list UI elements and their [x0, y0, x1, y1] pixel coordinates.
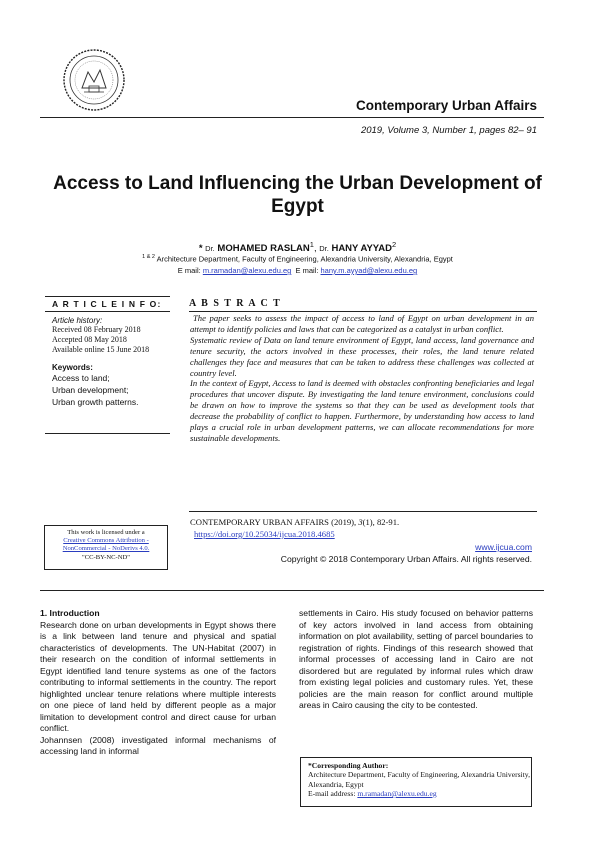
abstract-paragraph: In the context of Egypt, Access to land is deemed with obstacles confronting beneficiaries and legal procedures that uncover dispute. By investigating the land tenure environment, conclusions could be drawn on how to improve the systems so that they can be used as development tools that decrease the probability of conflict to happen. Furthermore, by understanding how access to land plays a crucial role in urban development patterns, we can allocate recommendations for more sustainable developments. — [190, 378, 534, 443]
doi-link[interactable]: https://doi.org/10.25034/ijcua.2018.4685 — [194, 529, 335, 539]
abstract-paragraph: The paper seeks to assess the impact of access to land of Egypt on urban development in an attempt to identify policies and laws that can be categorized as a catalyst in urban conflict. — [190, 313, 534, 334]
body-column-left — [40, 608, 276, 758]
author-marker: * — [198, 243, 203, 255]
cite-bottom-rule — [40, 590, 544, 591]
history-label: Article history: — [52, 316, 103, 325]
body-paragraph: Johannsen (2008) investigated informal mechanisms of accessing land in informal — [40, 734, 276, 756]
article-info-heading: A R T I C L E I N F O: — [52, 299, 162, 309]
accepted-date: Accepted 08 May 2018 — [52, 335, 127, 344]
keyword-item: Urban growth patterns. — [52, 397, 139, 407]
affiliation — [40, 254, 555, 264]
cite-rest: (1), 82-91. — [362, 517, 400, 527]
license-line: This work is licensed under a — [67, 529, 145, 536]
corresponding-author-box — [300, 757, 532, 807]
author1-sup: 1 — [309, 240, 314, 249]
article-info-body — [45, 313, 170, 408]
corresponding-email-line — [308, 789, 531, 798]
copyright-text: Copyright © 2018 Contemporary Urban Affairs. All rights reserved. — [280, 554, 532, 564]
body-paragraph: settlements in Cairo. His study focused on behavior patterns of key actors involved in land access from obtaining information on plot availability, setting of parcel boundaries to registration of rights. Findings of this research showed that informal processes of accessing land in Cairo are not disordered but are regulated by informal rules which draw from existing legal policies and customary rules. Yet, these policies are the main reason for conflict around multiple areas in Cairo causing the city to be contested. — [299, 608, 533, 710]
license-code: "CC-BY-NC-ND" — [82, 553, 130, 561]
body-paragraph: Research done on urban developments in Egypt shows there is a link between land tenure and physical and spatial characteristics of developments. The UN-Habitat (2007) in their research on the condition of informal settlements in Egypt identified land tenure systems as one of the factors contributing to informal settlements in the country. The report highlighted unclear tenure relations where multiple interests on one piece of land held by different people as a major limitation to development control and direct cause for urban conflict. — [40, 619, 276, 733]
email1-label: E mail: — [177, 266, 201, 275]
license-box — [44, 525, 168, 570]
affiliation-sup: 1 & 2 — [142, 254, 155, 260]
author-emails — [40, 266, 555, 275]
author-line: * Dr. MOHAMED RASLAN$^1$, Dr. HANY AYYAD$^2$ — [198, 240, 397, 255]
cite-volume: 3 — [358, 517, 363, 527]
author2-title: Dr. — [319, 244, 329, 254]
article-info-box — [45, 296, 170, 408]
abstract-text — [190, 313, 534, 444]
cite-journal: CONTEMPORARY URBAN AFFAIRS (2019), — [190, 517, 357, 527]
license-link[interactable]: Creative Commons Attribution - — [63, 537, 149, 545]
abstract-rule — [189, 311, 537, 312]
email1-link[interactable]: m.ramadan@alexu.edu.eg — [202, 266, 292, 275]
paper-title: Access to Land Influencing the Urban Development of Egypt — [53, 173, 542, 217]
info-bottom-rule — [45, 433, 170, 434]
header-rule — [40, 117, 544, 118]
corresponding-address: Architecture Department, Faculty of Engineering, Alexandria University, Alexandria, Egypt — [308, 770, 530, 789]
keyword-item: Urban development; — [52, 385, 129, 395]
journal-name: Contemporary Urban Affairs — [355, 98, 537, 113]
journal-seal-logo — [62, 48, 126, 112]
journal-citation — [190, 517, 399, 527]
corresponding-email-label: E-mail address: — [308, 788, 356, 798]
keyword-item: Access to land; — [52, 373, 110, 383]
received-date: Received 08 February 2018 — [52, 325, 141, 334]
citation-line: 2019, Volume 3, Number 1, pages 82– 91 — [360, 125, 537, 136]
license-link[interactable]: NonCommercial - NoDerivs 4.0. — [62, 545, 150, 553]
abstract-paragraph: Systematic review of Data on land tenure environment of Egypt, land access, land governance and tenure security, the actors involved in these processes, their roles, the land tenure related challenges they face and measures that can be taken to address these challenges was collected at country level. — [190, 334, 534, 378]
email2-link[interactable]: hany.m.ayyad@alexu.edu.eg — [320, 266, 418, 275]
cite-top-rule — [189, 511, 537, 512]
abstract-heading: A B S T R A C T — [189, 298, 282, 309]
body-column-right — [299, 608, 533, 712]
author2-name: HANY AYYAD — [331, 243, 392, 255]
corresponding-email-link[interactable]: m.ramadan@alexu.edu.eg — [357, 788, 437, 798]
affiliation-text: Architecture Department, Faculty of Engineering, Alexandria University, Alexandria, Egypt — [156, 254, 453, 264]
email2-label: E mail: — [295, 266, 319, 275]
section-heading: 1. Introduction — [40, 608, 100, 618]
author1-title: Dr. — [205, 244, 215, 254]
author2-sup: 2 — [392, 240, 397, 249]
author1-name: MOHAMED RASLAN — [217, 243, 310, 255]
website-link[interactable]: www.ijcua.com — [475, 542, 532, 552]
corresponding-heading: *Corresponding Author: — [308, 761, 389, 770]
online-date: Available online 15 June 2018 — [52, 345, 150, 354]
keywords-label: Keywords: — [52, 363, 93, 372]
